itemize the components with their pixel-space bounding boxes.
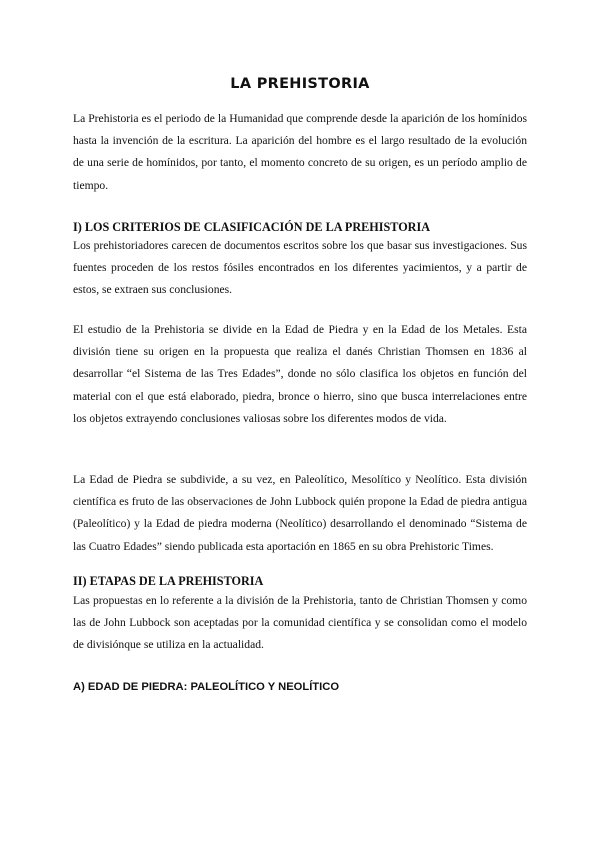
- section-1-paragraph-1: Los prehistoriadores carecen de documentos escritos sobre los que basar sus investigaciones. Sus fuentes proceden de los restos fósiles encontrados en los diferentes yacimientos, y a partir de estos, se extraen sus conclusiones.: [73, 239, 527, 297]
- document-title: LA PREHISTORIA: [230, 76, 370, 92]
- section-2-subheading: A) EDAD DE PIEDRA: PALEOLÍTICO Y NEOLÍTICO: [73, 681, 340, 693]
- section-1-paragraph-2: El estudio de la Prehistoria se divide en la Edad de Piedra y en la Edad de los Metales. Esta división tiene su origen en la propuesta que realiza el danés Christian Thomsen en 1836 al desarrollar “el Sistema de las Tres Edades”, donde no sólo clasifica los objetos en función del material con el que está elaborado, piedra, bronce o hierro, sino que busca interrelaciones entre los objetos extrayendo conclusiones valiosas sobre los diferentes modos de vida.: [73, 323, 527, 425]
- section-1-paragraph-3: La Edad de Piedra se subdivide, a su vez, en Paleolítico, Mesolítico y Neolítico. Esta división científica es fruto de las observaciones de John Lubbock quién propone la Edad de piedra antigua (Paleolítico) y la Edad de piedra moderna (Neolítico) desarrollando el denominado “Sistema de las Cuatro Edades” siendo publicada esta aportación en 1865 en su obra Prehistoric Times.: [73, 473, 527, 553]
- section-1-heading: I) LOS CRITERIOS DE CLASIFICACIÓN DE LA PREHISTORIA: [73, 220, 431, 234]
- section-2-paragraph-1: Las propuestas en lo referente a la división de la Prehistoria, tanto de Christian Thomsen y como las de John Lubbock son aceptadas por la comunidad científica y se consolidan como el modelo de divisiónque se utiliza en la actualidad.: [73, 594, 527, 652]
- section-2-heading: II) ETAPAS DE LA PREHISTORIA: [73, 574, 264, 588]
- intro-paragraph: La Prehistoria es el periodo de la Humanidad que comprende desde la aparición de los homínidos hasta la invención de la escritura. La aparición del hombre es el largo resultado de la evolución de una serie de homínidos, por tanto, el momento concreto de su origen, es un período amplio de tiempo.: [73, 112, 527, 192]
